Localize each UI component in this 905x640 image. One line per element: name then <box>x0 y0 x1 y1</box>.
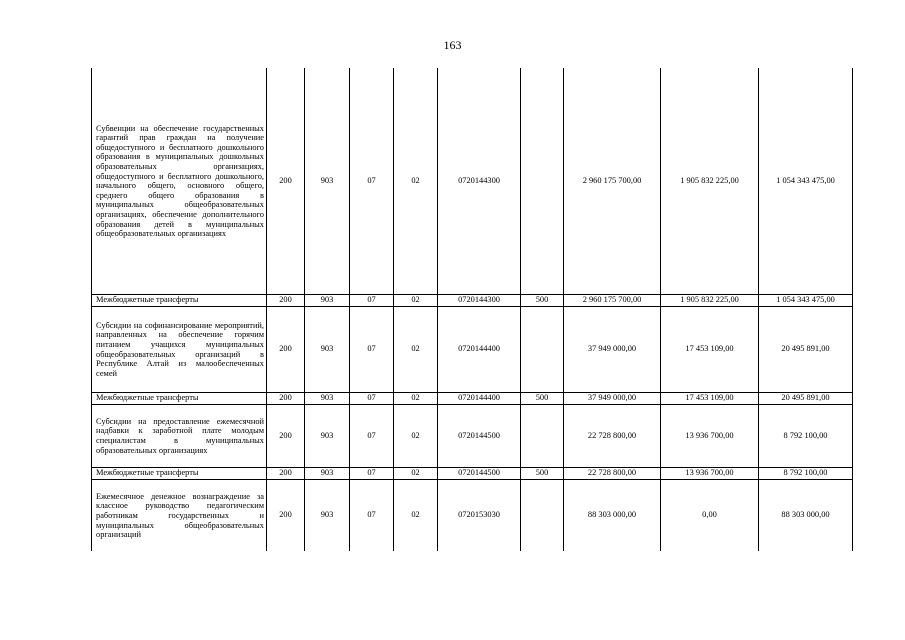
cell-amount-3: 20 495 891,00 <box>759 392 853 404</box>
cell-code-2: 903 <box>305 294 350 306</box>
cell-code-4: 02 <box>394 68 438 294</box>
cell-amount-3: 8 792 100,00 <box>759 467 853 479</box>
cell-code-4: 02 <box>394 392 438 404</box>
cell-code-5: 0720144400 <box>438 392 521 404</box>
cell-code-6 <box>521 306 564 392</box>
cell-amount-1: 88 303 000,00 <box>564 479 661 551</box>
cell-code-2: 903 <box>305 404 350 467</box>
cell-amount-3: 8 792 100,00 <box>759 404 853 467</box>
table-body <box>92 68 853 551</box>
cell-code-3: 07 <box>350 479 394 551</box>
cell-name: Субсидии на предоставление ежемесячной надбавки к заработной плате молодым специалистам в муниципальных образовательных организациях <box>92 404 267 467</box>
cell-amount-2: 13 936 700,00 <box>661 404 759 467</box>
cell-code-4: 02 <box>394 294 438 306</box>
cell-amount-1: 2 960 175 700,00 <box>564 68 661 294</box>
cell-code-5: 0720144300 <box>438 294 521 306</box>
table-row <box>92 306 853 392</box>
cell-code-4: 02 <box>394 306 438 392</box>
cell-code-1: 200 <box>267 294 305 306</box>
cell-code-3: 07 <box>350 392 394 404</box>
cell-name: Ежемесячное денежное вознаграждение за классное руководство педагогическим работникам государственных и муниципальных общеобразовательных организаций <box>92 479 267 551</box>
table-row <box>92 68 853 294</box>
cell-amount-1: 22 728 800,00 <box>564 467 661 479</box>
cell-code-4: 02 <box>394 467 438 479</box>
cell-code-6 <box>521 404 564 467</box>
cell-name: Субвенции на обеспечение государственных гарантий прав граждан на получение общедоступного и бесплатного дошкольного образования в муниципальных дошкольных образовательных организациях, общедоступного и бесплатного дошкольного, начального общего, основного общего, среднего общего образования в муниципальных общеобразовательных организациях, обеспечение дополнительного образования детей в муниципальных общеобразовательных организациях <box>92 68 267 294</box>
cell-code-6 <box>521 479 564 551</box>
cell-code-3: 07 <box>350 294 394 306</box>
cell-code-5: 0720144400 <box>438 306 521 392</box>
cell-amount-2: 17 453 109,00 <box>661 392 759 404</box>
cell-amount-2: 17 453 109,00 <box>661 306 759 392</box>
cell-code-6 <box>521 68 564 294</box>
cell-code-1: 200 <box>267 68 305 294</box>
cell-code-5: 0720144300 <box>438 68 521 294</box>
cell-amount-1: 37 949 000,00 <box>564 306 661 392</box>
cell-name: Межбюджетные трансферты <box>92 467 267 479</box>
cell-code-1: 200 <box>267 467 305 479</box>
cell-amount-2: 1 905 832 225,00 <box>661 294 759 306</box>
cell-code-5: 0720153030 <box>438 479 521 551</box>
page-number: 163 <box>443 38 462 52</box>
cell-amount-2: 1 905 832 225,00 <box>661 68 759 294</box>
cell-amount-3: 1 054 343 475,00 <box>759 68 853 294</box>
table-row <box>92 392 853 404</box>
cell-code-3: 07 <box>350 68 394 294</box>
cell-name: Межбюджетные трансферты <box>92 294 267 306</box>
cell-amount-1: 37 949 000,00 <box>564 392 661 404</box>
cell-code-2: 903 <box>305 306 350 392</box>
cell-amount-2: 0,00 <box>661 479 759 551</box>
cell-amount-3: 1 054 343 475,00 <box>759 294 853 306</box>
cell-code-3: 07 <box>350 467 394 479</box>
budget-table <box>91 68 853 551</box>
cell-code-1: 200 <box>267 392 305 404</box>
cell-code-5: 0720144500 <box>438 404 521 467</box>
table-row <box>92 294 853 306</box>
cell-amount-1: 2 960 175 700,00 <box>564 294 661 306</box>
cell-code-3: 07 <box>350 306 394 392</box>
cell-code-1: 200 <box>267 404 305 467</box>
cell-amount-3: 88 303 000,00 <box>759 479 853 551</box>
cell-code-5: 0720144500 <box>438 467 521 479</box>
table-row <box>92 467 853 479</box>
cell-name: Субсидии на софинансирование мероприятий, направленных на обеспечение горячим питанием учащихся муниципальных общеобразовательных организаций в Республике Алтай из малообеспеченных семей <box>92 306 267 392</box>
cell-amount-2: 13 936 700,00 <box>661 467 759 479</box>
cell-code-2: 903 <box>305 479 350 551</box>
cell-name: Межбюджетные трансферты <box>92 392 267 404</box>
table-row <box>92 404 853 467</box>
cell-code-6: 500 <box>521 294 564 306</box>
cell-code-3: 07 <box>350 404 394 467</box>
cell-code-2: 903 <box>305 392 350 404</box>
cell-code-2: 903 <box>305 467 350 479</box>
cell-amount-1: 22 728 800,00 <box>564 404 661 467</box>
cell-amount-3: 20 495 891,00 <box>759 306 853 392</box>
cell-code-6: 500 <box>521 392 564 404</box>
cell-code-1: 200 <box>267 479 305 551</box>
cell-code-4: 02 <box>394 404 438 467</box>
cell-code-6: 500 <box>521 467 564 479</box>
cell-code-4: 02 <box>394 479 438 551</box>
cell-code-2: 903 <box>305 68 350 294</box>
cell-code-1: 200 <box>267 306 305 392</box>
table-row <box>92 479 853 551</box>
